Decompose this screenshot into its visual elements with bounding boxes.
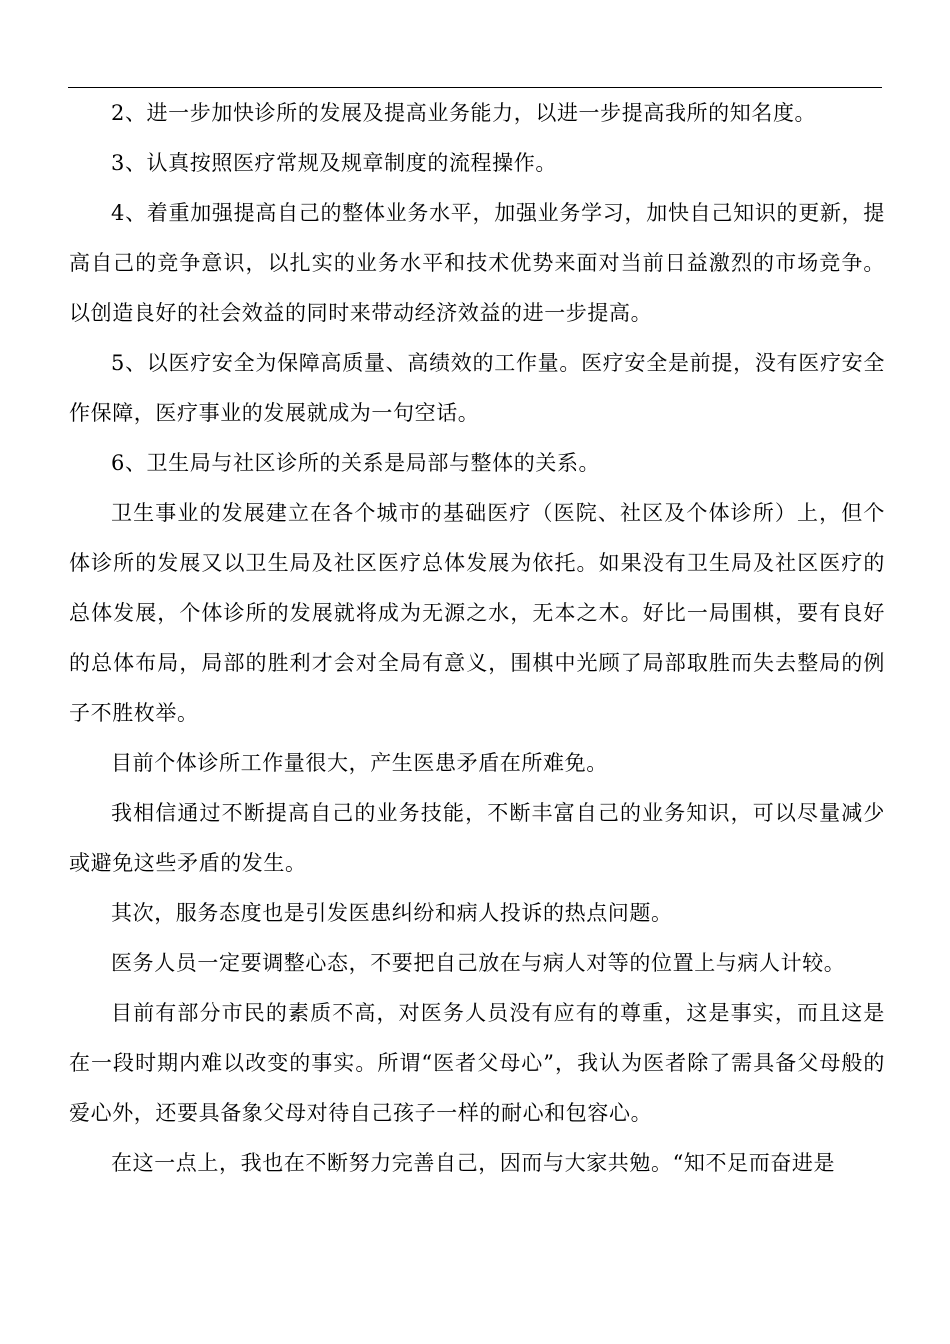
paragraph-citizens: 目前有部分市民的素质不高，对医务人员没有应有的尊重，这是事实，而且这是在一段时期内难以改变的事实。所谓“医者父母心”，我认为医者除了需具备父母般的爱心外，还要具备象父母对待自己孩子一样的耐心和包容心。 bbox=[69, 1001, 885, 1125]
paragraph-goal-4: 4、着重加强提高自己的整体业务水平，加强业务学习，加快自己知识的更新，提高自己的竞争意识，以扎实的业务水平和技术优势来面对当前日益激烈的市场竞争。以创造良好的社会效益的同时来带动经济效益的进一步提高。 bbox=[69, 201, 885, 325]
paragraph-service-attitude: 其次，服务态度也是引发医患纠纷和病人投诉的热点问题。 bbox=[111, 901, 673, 925]
paragraph-skills: 我相信通过不断提高自己的业务技能，不断丰富自己的业务知识，可以尽量减少或避免这些矛盾的发生。 bbox=[69, 801, 885, 875]
paragraph-health-development: 卫生事业的发展建立在各个城市的基础医疗（医院、社区及个体诊所）上，但个体诊所的发展又以卫生局及社区医疗总体发展为依托。如果没有卫生局及社区医疗的总体发展，个体诊所的发展就将成为无源之水，无本之木。好比一局围棋，要有良好的总体布局，局部的胜利才会对全局有意义，围棋中光顾了局部取胜而失去整局的例子不胜枚举。 bbox=[69, 501, 885, 725]
paragraph-goal-5: 5、以医疗安全为保障高质量、高绩效的工作量。医疗安全是前提，没有医疗安全作保障，医疗事业的发展就成为一句空话。 bbox=[69, 351, 885, 425]
document-body bbox=[69, 88, 885, 1188]
paragraph-self-improvement: 在这一点上，我也在不断努力完善自己，因而与大家共勉。“知不足而奋进是 bbox=[111, 1151, 836, 1175]
paragraph-workload: 目前个体诊所工作量很大，产生医患矛盾在所难免。 bbox=[111, 751, 608, 775]
paragraph-mindset: 医务人员一定要调整心态，不要把自己放在与病人对等的位置上与病人计较。 bbox=[111, 951, 846, 975]
paragraph-goal-6: 6、卫生局与社区诊所的关系是局部与整体的关系。 bbox=[111, 451, 601, 475]
paragraph-goal-3: 3、认真按照医疗常规及规章制度的流程操作。 bbox=[111, 151, 557, 175]
paragraph-goal-2: 2、进一步加快诊所的发展及提高业务能力，以进一步提高我所的知名度。 bbox=[111, 101, 817, 125]
